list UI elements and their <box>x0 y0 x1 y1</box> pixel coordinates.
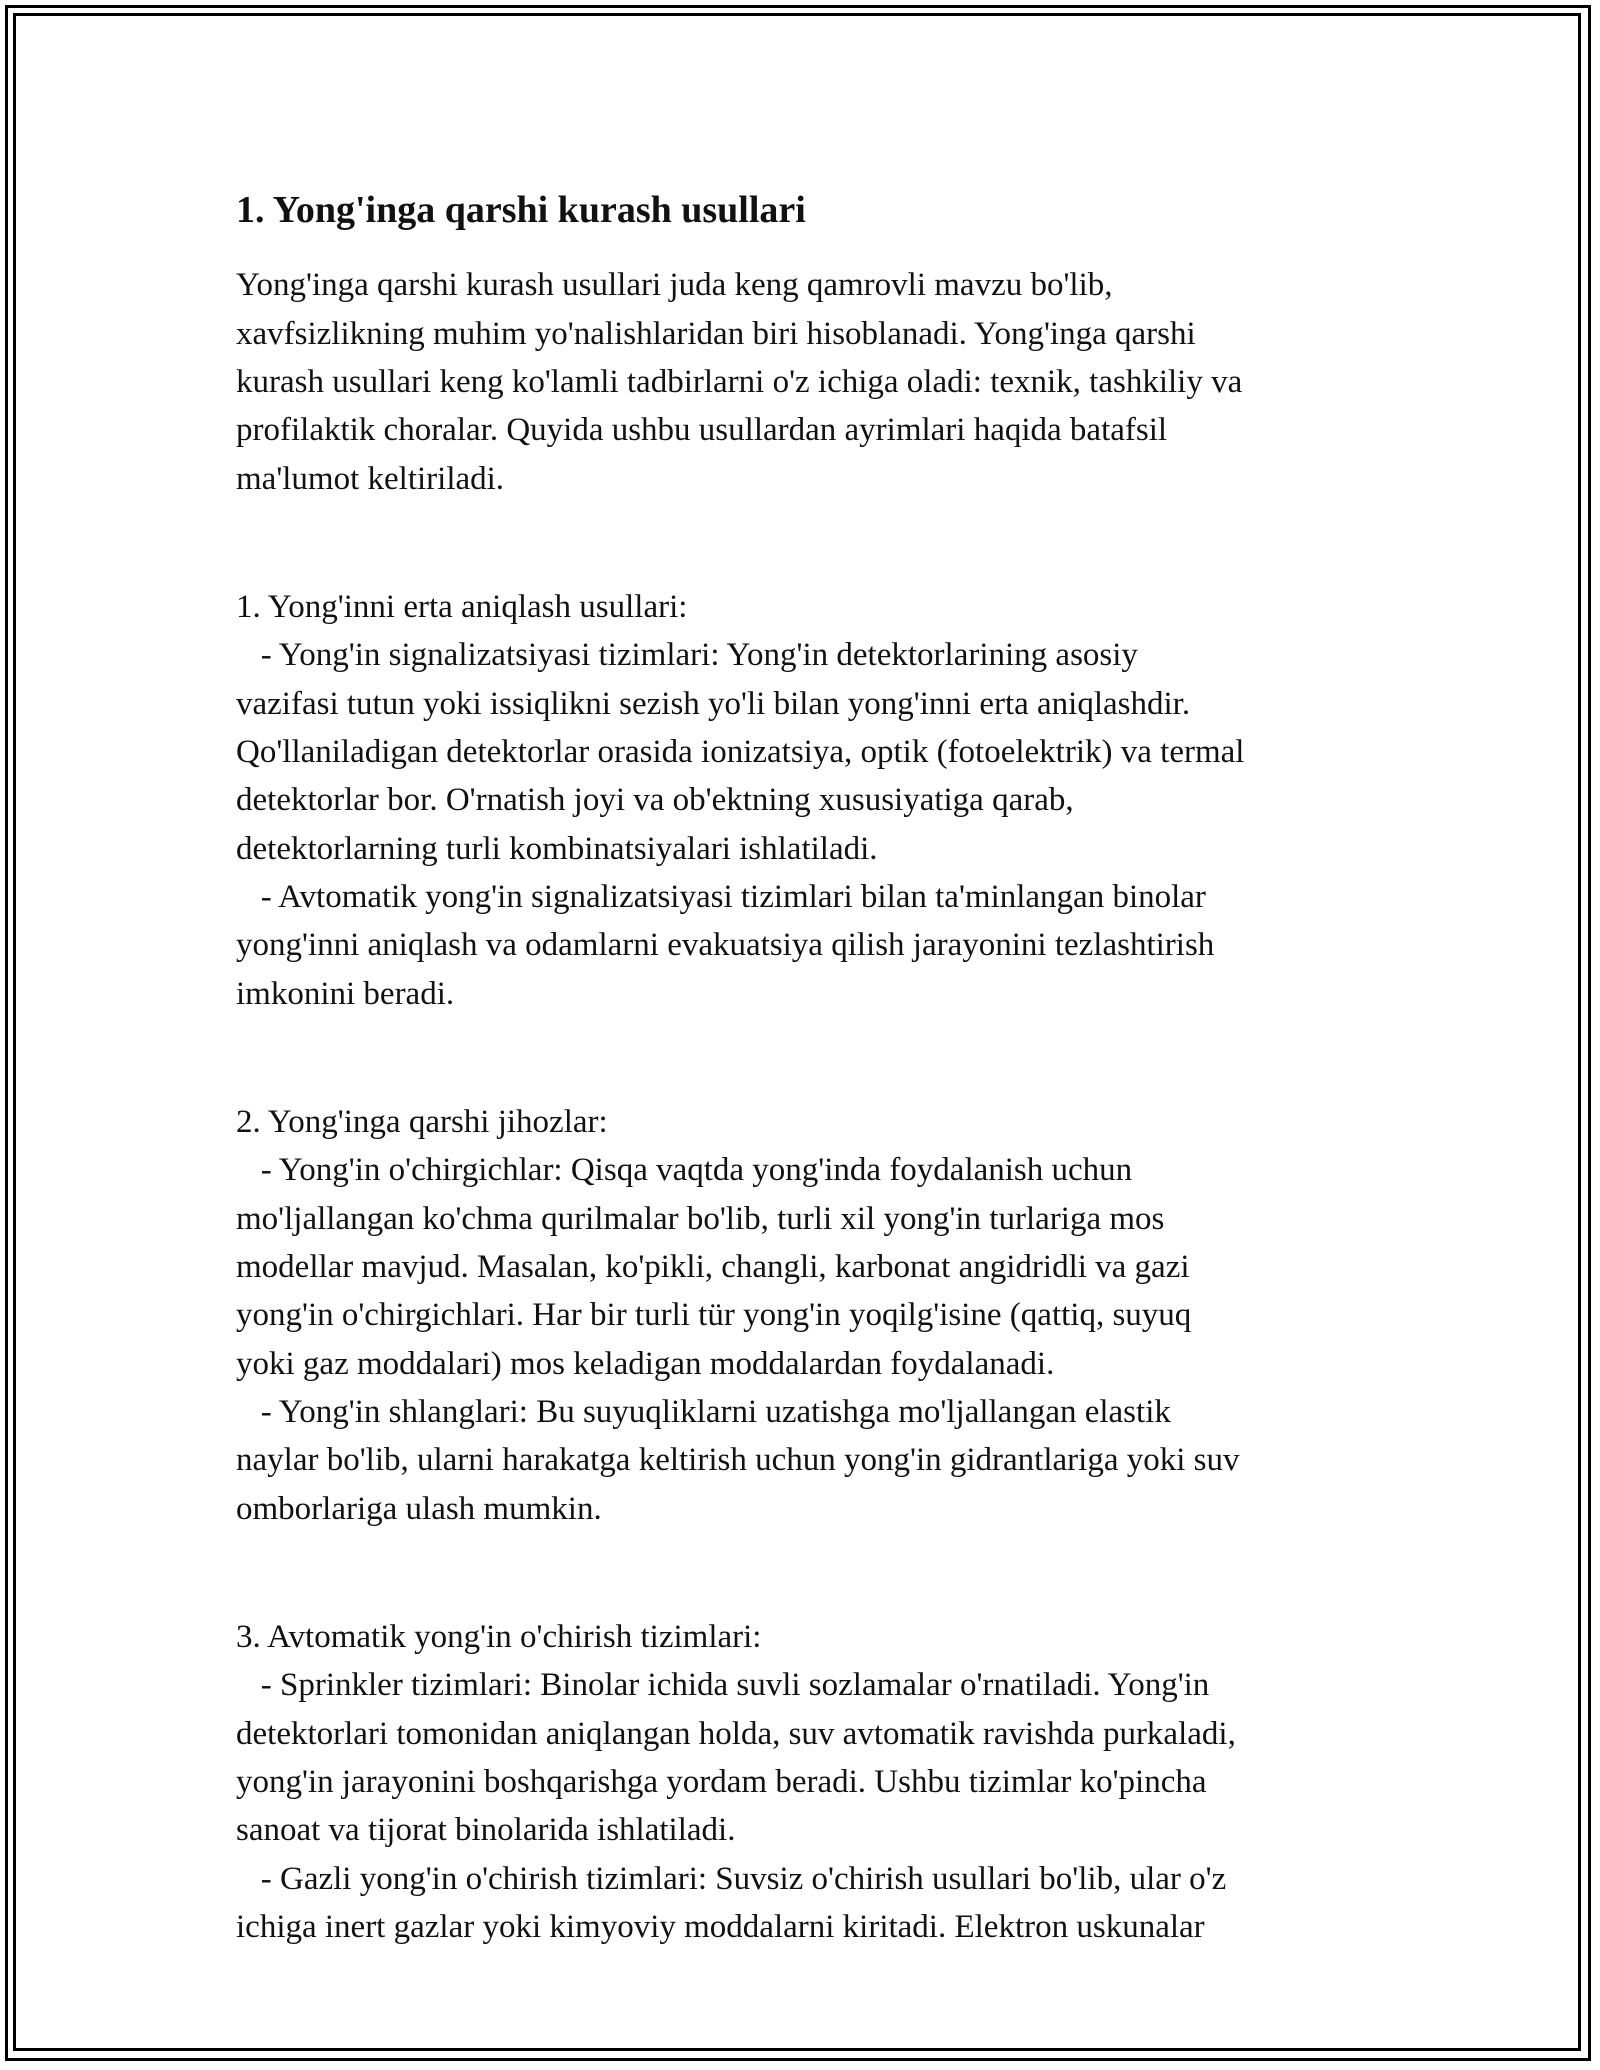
text-line: - Yong'in o'chirgichlar: Qisqa vaqtda yong'inda foydalanish uchun <box>236 1152 1133 1189</box>
text-line: yong'inni aniqlash va odamlarni evakuatsiya qilish jarayonini tezlashtirish <box>236 927 1215 964</box>
text-line: - Yong'in shlanglari: Bu suyuqliklarni uzatishga mo'ljallangan elastik <box>236 1393 1171 1430</box>
text-line: sanoat va tijorat binolarida ishlatiladi. <box>236 1812 736 1849</box>
text-line: detektorlarning turli kombinatsiyalari ishlatiladi. <box>236 830 878 867</box>
text-line: yoki gaz moddalari) mos keladigan moddalardan foydalanadi. <box>236 1345 1055 1382</box>
document-body <box>236 186 1366 1951</box>
text-line: mo'ljallangan ko'chma qurilmalar bo'lib, turli xil yong'in turlariga mos <box>236 1200 1165 1237</box>
text-line: 2. Yong'inga qarshi jihozlar: <box>236 1104 608 1141</box>
text-line: omborlariga ulash mumkin. <box>236 1490 602 1527</box>
text-line: detektorlar bor. O'rnatish joyi va ob'ektning xususiyatiga qarab, <box>236 782 1074 819</box>
blank-line <box>236 1549 1366 1597</box>
text-line: - Yong'in signalizatsiyasi tizimlari: Yong'in detektorlarining asosiy <box>236 637 1138 674</box>
text-line: vazifasi tutun yoki issiqlikni sezish yo'li bilan yong'inni erta aniqlashdir. <box>236 685 1191 722</box>
text-line: Yong'inga qarshi kurash usullari juda keng qamrovli mavzu bo'lib, <box>236 267 1113 304</box>
text-line: - Gazli yong'in o'chirish tizimlari: Suvsiz o'chirish usullari bo'lib, ular o'z <box>236 1860 1227 1897</box>
text-line: naylar bo'lib, ularni harakatga keltirish uchun yong'in gidrantlariga yoki suv <box>236 1442 1240 1479</box>
text-line: ichiga inert gazlar yoki kimyoviy moddalarni kiritadi. Elektron uskunalar <box>236 1908 1205 1945</box>
text-line: modellar mavjud. Masalan, ko'pikli, changli, karbonat angidridli va gazi <box>236 1249 1190 1286</box>
blank-line <box>236 1034 1366 1082</box>
text-line: xavfsizlikning muhim yo'nalishlaridan biri hisoblanadi. Yong'inga qarshi <box>236 315 1196 352</box>
text-line: kurash usullari keng ko'lamli tadbirlarni o'z ichiga oladi: texnik, tashkiliy va <box>236 363 1243 400</box>
text-line: profilaktik choralar. Quyida ushbu usullardan ayrimlari haqida batafsil <box>236 412 1168 449</box>
text-line: Qo'llaniladigan detektorlar orasida ionizatsiya, optik (fotoelektrik) va termal <box>236 734 1245 771</box>
blank-line <box>236 519 1366 567</box>
text-line: imkonini beradi. <box>236 975 455 1012</box>
page-title: 1. Yong'inga qarshi kurash usullari <box>236 189 806 231</box>
text-line: detektorlari tomonidan aniqlangan holda, suv avtomatik ravishda purkaladi, <box>236 1715 1236 1752</box>
text-line: yong'in o'chirgichlari. Har bir turli tür yong'in yoqilg'isine (qattiq, suyuq <box>236 1297 1192 1334</box>
text-line: ma'lumot keltiriladi. <box>236 460 505 497</box>
text-line: - Sprinkler tizimlari: Binolar ichida suvli sozlamalar o'rnatiladi. Yong'in <box>236 1667 1210 1704</box>
document-text <box>236 261 1366 1951</box>
text-line: - Avtomatik yong'in signalizatsiyasi tizimlari bilan ta'minlangan binolar <box>236 878 1206 915</box>
text-line: 1. Yong'inni erta aniqlash usullari: <box>236 589 688 626</box>
text-line: 3. Avtomatik yong'in o'chirish tizimlari: <box>236 1619 762 1656</box>
text-line: yong'in jarayonini boshqarishga yordam beradi. Ushbu tizimlar ko'pincha <box>236 1764 1207 1800</box>
